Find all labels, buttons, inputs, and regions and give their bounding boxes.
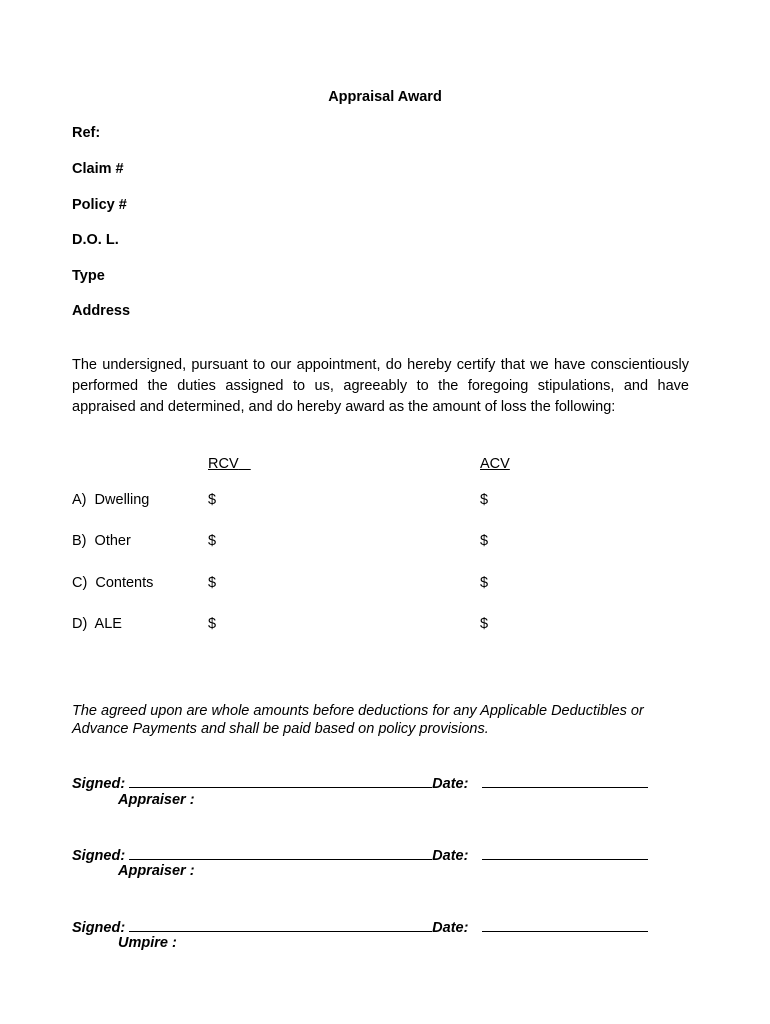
signer-role: Umpire : (118, 935, 177, 951)
signature-field[interactable] (129, 773, 432, 788)
acv-dwelling: $ (480, 492, 489, 508)
rcv-contents: $ (208, 575, 217, 591)
date-field[interactable] (482, 917, 648, 932)
field-address: Address (72, 303, 131, 319)
signed-label: Signed: (72, 776, 126, 792)
row-label-dwelling: A) Dwelling (72, 492, 150, 508)
field-policy: Policy # (72, 197, 127, 213)
acv-other: $ (480, 533, 489, 549)
certification-paragraph: The undersigned, pursuant to our appointment, do hereby certify that we have conscientiously performed the duties assigned to us, agreeably to the foregoing stipulations, and have appraised and determined, and do hereby award as the amount of loss the following: (72, 357, 689, 415)
column-header-rcv: RCV (208, 456, 239, 472)
document-title: Appraisal Award (328, 89, 442, 105)
row-label-contents: C) Contents (72, 575, 154, 591)
deductibles-note: The agreed upon are whole amounts before deductions for any Applicable Deductibles or Advance Payments and shall be paid based on policy provisions. (72, 703, 644, 737)
field-dol: D.O. L. (72, 232, 119, 248)
date-field[interactable] (482, 845, 648, 860)
field-claim: Claim # (72, 161, 124, 177)
signer-role: Appraiser : (118, 792, 195, 808)
signed-label: Signed: (72, 920, 126, 936)
signature-line-1 (72, 773, 648, 792)
row-label-other: B) Other (72, 533, 131, 549)
signature-field[interactable] (129, 917, 432, 932)
signer-role: Appraiser : (118, 863, 195, 879)
signature-line-2 (72, 845, 648, 864)
date-field[interactable] (482, 773, 648, 788)
date-label: Date: (432, 920, 469, 936)
acv-contents: $ (480, 575, 489, 591)
signature-line-3 (72, 917, 648, 936)
date-label: Date: (432, 848, 469, 864)
signature-field[interactable] (129, 845, 432, 860)
acv-ale: $ (480, 616, 489, 632)
field-type: Type (72, 268, 105, 284)
date-label: Date: (432, 776, 469, 792)
column-header-acv: ACV (480, 456, 510, 472)
signed-label: Signed: (72, 848, 126, 864)
rcv-ale: $ (208, 616, 217, 632)
field-ref: Ref: (72, 125, 101, 141)
rcv-dwelling: $ (208, 492, 217, 508)
row-label-ale: D) ALE (72, 616, 122, 632)
rcv-other: $ (208, 533, 217, 549)
